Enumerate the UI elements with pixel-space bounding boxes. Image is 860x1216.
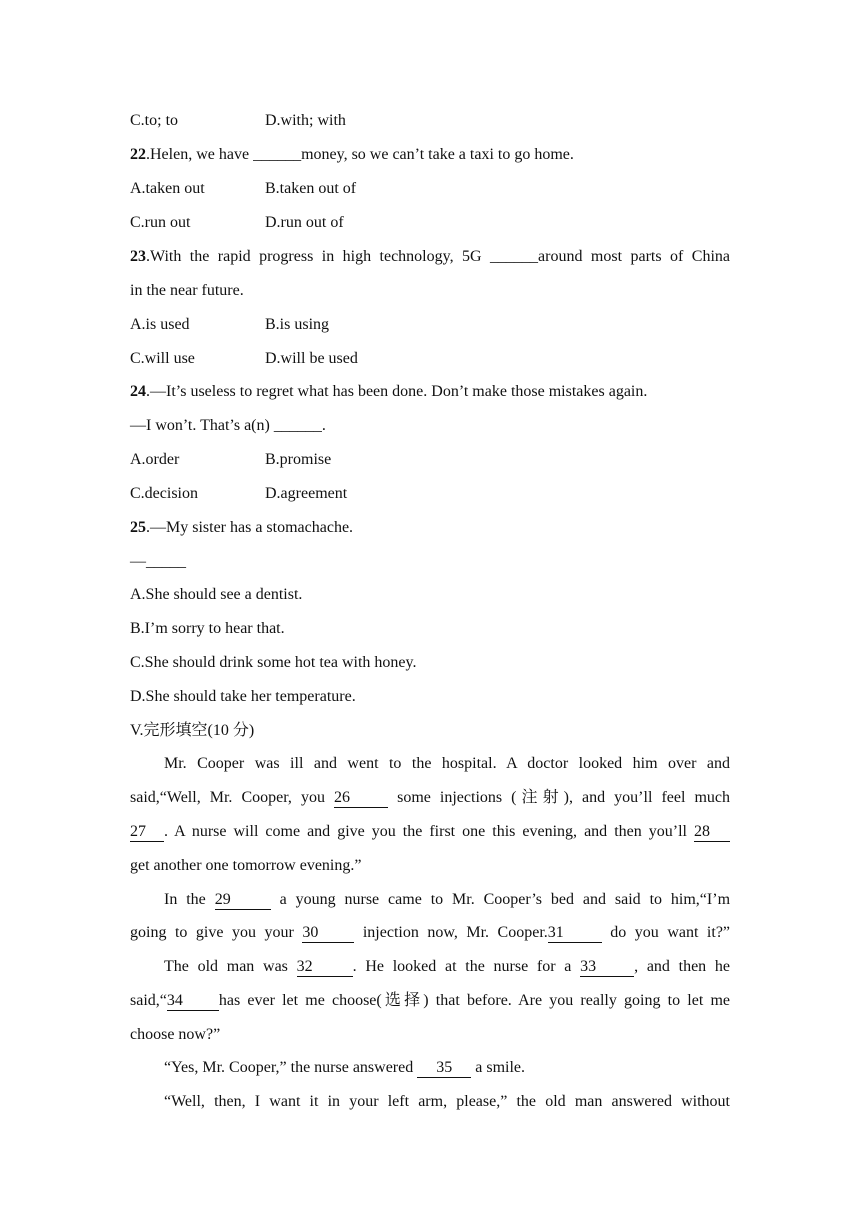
- q23-options-ab: [130, 313, 730, 337]
- q22-option-b: B.taken out of: [265, 180, 357, 197]
- q25-number: 25: [130, 519, 146, 536]
- blank-28: 28: [694, 823, 730, 842]
- blank-30: 30: [302, 924, 354, 943]
- passage-text: . He looked at the nurse for a: [352, 958, 572, 975]
- q25-text: .—My sister has a stomachache.: [146, 519, 354, 536]
- passage-text: do you want it?”: [610, 924, 731, 941]
- q23-stem-line2: in the near future.: [130, 282, 244, 299]
- q23-option-d: D.will be used: [265, 350, 358, 367]
- q24-number: 24: [130, 383, 146, 400]
- q23-option-c: C.will use: [130, 350, 195, 367]
- q24-reply-text: —I won’t. That’s a(n): [130, 417, 274, 434]
- passage-p3-line2: [130, 989, 730, 1013]
- q22-number: 22: [130, 146, 146, 163]
- q22-option-c: C.run out: [130, 214, 191, 231]
- q24-option-c: C.decision: [130, 485, 198, 502]
- passage-text: a young nurse came to Mr. Cooper’s bed and said to him,“I’m: [279, 891, 731, 908]
- q23-option-a: A.is used: [130, 316, 190, 333]
- passage-text: The old man was: [164, 958, 288, 975]
- q22-text: .Helen, we have: [146, 146, 254, 163]
- q22-text-end: money, so we can’t take a taxi to go home.: [301, 146, 574, 163]
- q23-blank: ______: [490, 248, 539, 265]
- passage-p1-line4: get another one tomorrow evening.”: [130, 857, 362, 874]
- q24-stem: [130, 380, 730, 404]
- q22-blank: ______: [253, 146, 302, 163]
- q25-option-a: A.She should see a dentist.: [130, 586, 303, 603]
- passage-text: a smile.: [475, 1059, 525, 1076]
- q23-text-end: around most parts of China: [538, 248, 730, 265]
- passage-text: has ever let me choose(选择) that before. Are you really going to let me: [218, 992, 730, 1009]
- q24-option-d: D.agreement: [265, 485, 348, 502]
- q22-option-a: A.taken out: [130, 180, 205, 197]
- q21-option-c: C.to; to: [130, 112, 179, 129]
- passage-text: injection now, Mr. Cooper.: [362, 924, 548, 941]
- passage-p3-line1: [164, 955, 730, 979]
- blank-35: 35: [417, 1059, 471, 1078]
- q23-number: 23: [130, 248, 146, 265]
- q24-reply: [130, 414, 730, 438]
- passage-text: some injections (注射), and you’ll feel much: [397, 789, 731, 806]
- passage-text: said,“: [130, 992, 167, 1009]
- q25-reply: —_____: [130, 553, 186, 570]
- q24-text: .—It’s useless to regret what has been done. Don’t make those mistakes again.: [146, 383, 648, 400]
- q23-options-cd: [130, 347, 730, 371]
- q25-stem: [130, 516, 730, 540]
- passage-p1-line3: [130, 820, 730, 844]
- passage-p3-line3: choose now?”: [130, 1026, 221, 1043]
- passage-p4-line1: [164, 1056, 730, 1080]
- q23-option-b: B.is using: [265, 316, 330, 333]
- blank-33: 33: [580, 958, 634, 977]
- q24-option-b: B.promise: [265, 451, 332, 468]
- q22-stem: [130, 143, 730, 167]
- q25-option-c: C.She should drink some hot tea with honey.: [130, 654, 417, 671]
- passage-p1-line2: [130, 786, 730, 810]
- section-heading: V.完形填空(10 分): [130, 722, 255, 739]
- q21-options: [130, 109, 730, 133]
- passage-text: In the: [164, 891, 206, 908]
- blank-26: 26: [334, 789, 388, 808]
- q23-stem: [130, 245, 730, 269]
- q24-options-cd: [130, 482, 730, 506]
- blank-27: 27: [130, 823, 164, 842]
- passage-text: going to give you your: [130, 924, 294, 941]
- q22-options-cd: [130, 211, 730, 235]
- passage-text: “Yes, Mr. Cooper,” the nurse answered: [164, 1059, 414, 1076]
- passage-text: , and then he: [634, 958, 730, 975]
- passage-text: said,“Well, Mr. Cooper, you: [130, 789, 325, 806]
- q24-options-ab: [130, 448, 730, 472]
- q22-option-d: D.run out of: [265, 214, 344, 231]
- blank-32: 32: [297, 958, 353, 977]
- blank-29: 29: [215, 891, 271, 910]
- q23-text: .With the rapid progress in high technology, 5G: [146, 248, 491, 265]
- q21-option-d: D.with; with: [265, 112, 346, 129]
- passage-p2-line2: [130, 921, 730, 945]
- blank-34: 34: [167, 992, 219, 1011]
- q25-option-d: D.She should take her temperature.: [130, 688, 356, 705]
- blank-31: 31: [548, 924, 602, 943]
- q24-reply-end: .: [321, 417, 326, 434]
- q24-blank: ______: [273, 417, 322, 434]
- q24-option-a: A.order: [130, 451, 180, 468]
- passage-text: . A nurse will come and give you the first one this evening, and then you’ll: [164, 823, 687, 840]
- passage-p1-line1: Mr. Cooper was ill and went to the hospital. A doctor looked him over and: [164, 755, 730, 772]
- q22-options-ab: [130, 177, 730, 201]
- passage-p2-line1: [164, 888, 730, 912]
- passage-p5-line1: “Well, then, I want it in your left arm, please,” the old man answered without: [164, 1093, 730, 1110]
- q25-option-b: B.I’m sorry to hear that.: [130, 620, 285, 637]
